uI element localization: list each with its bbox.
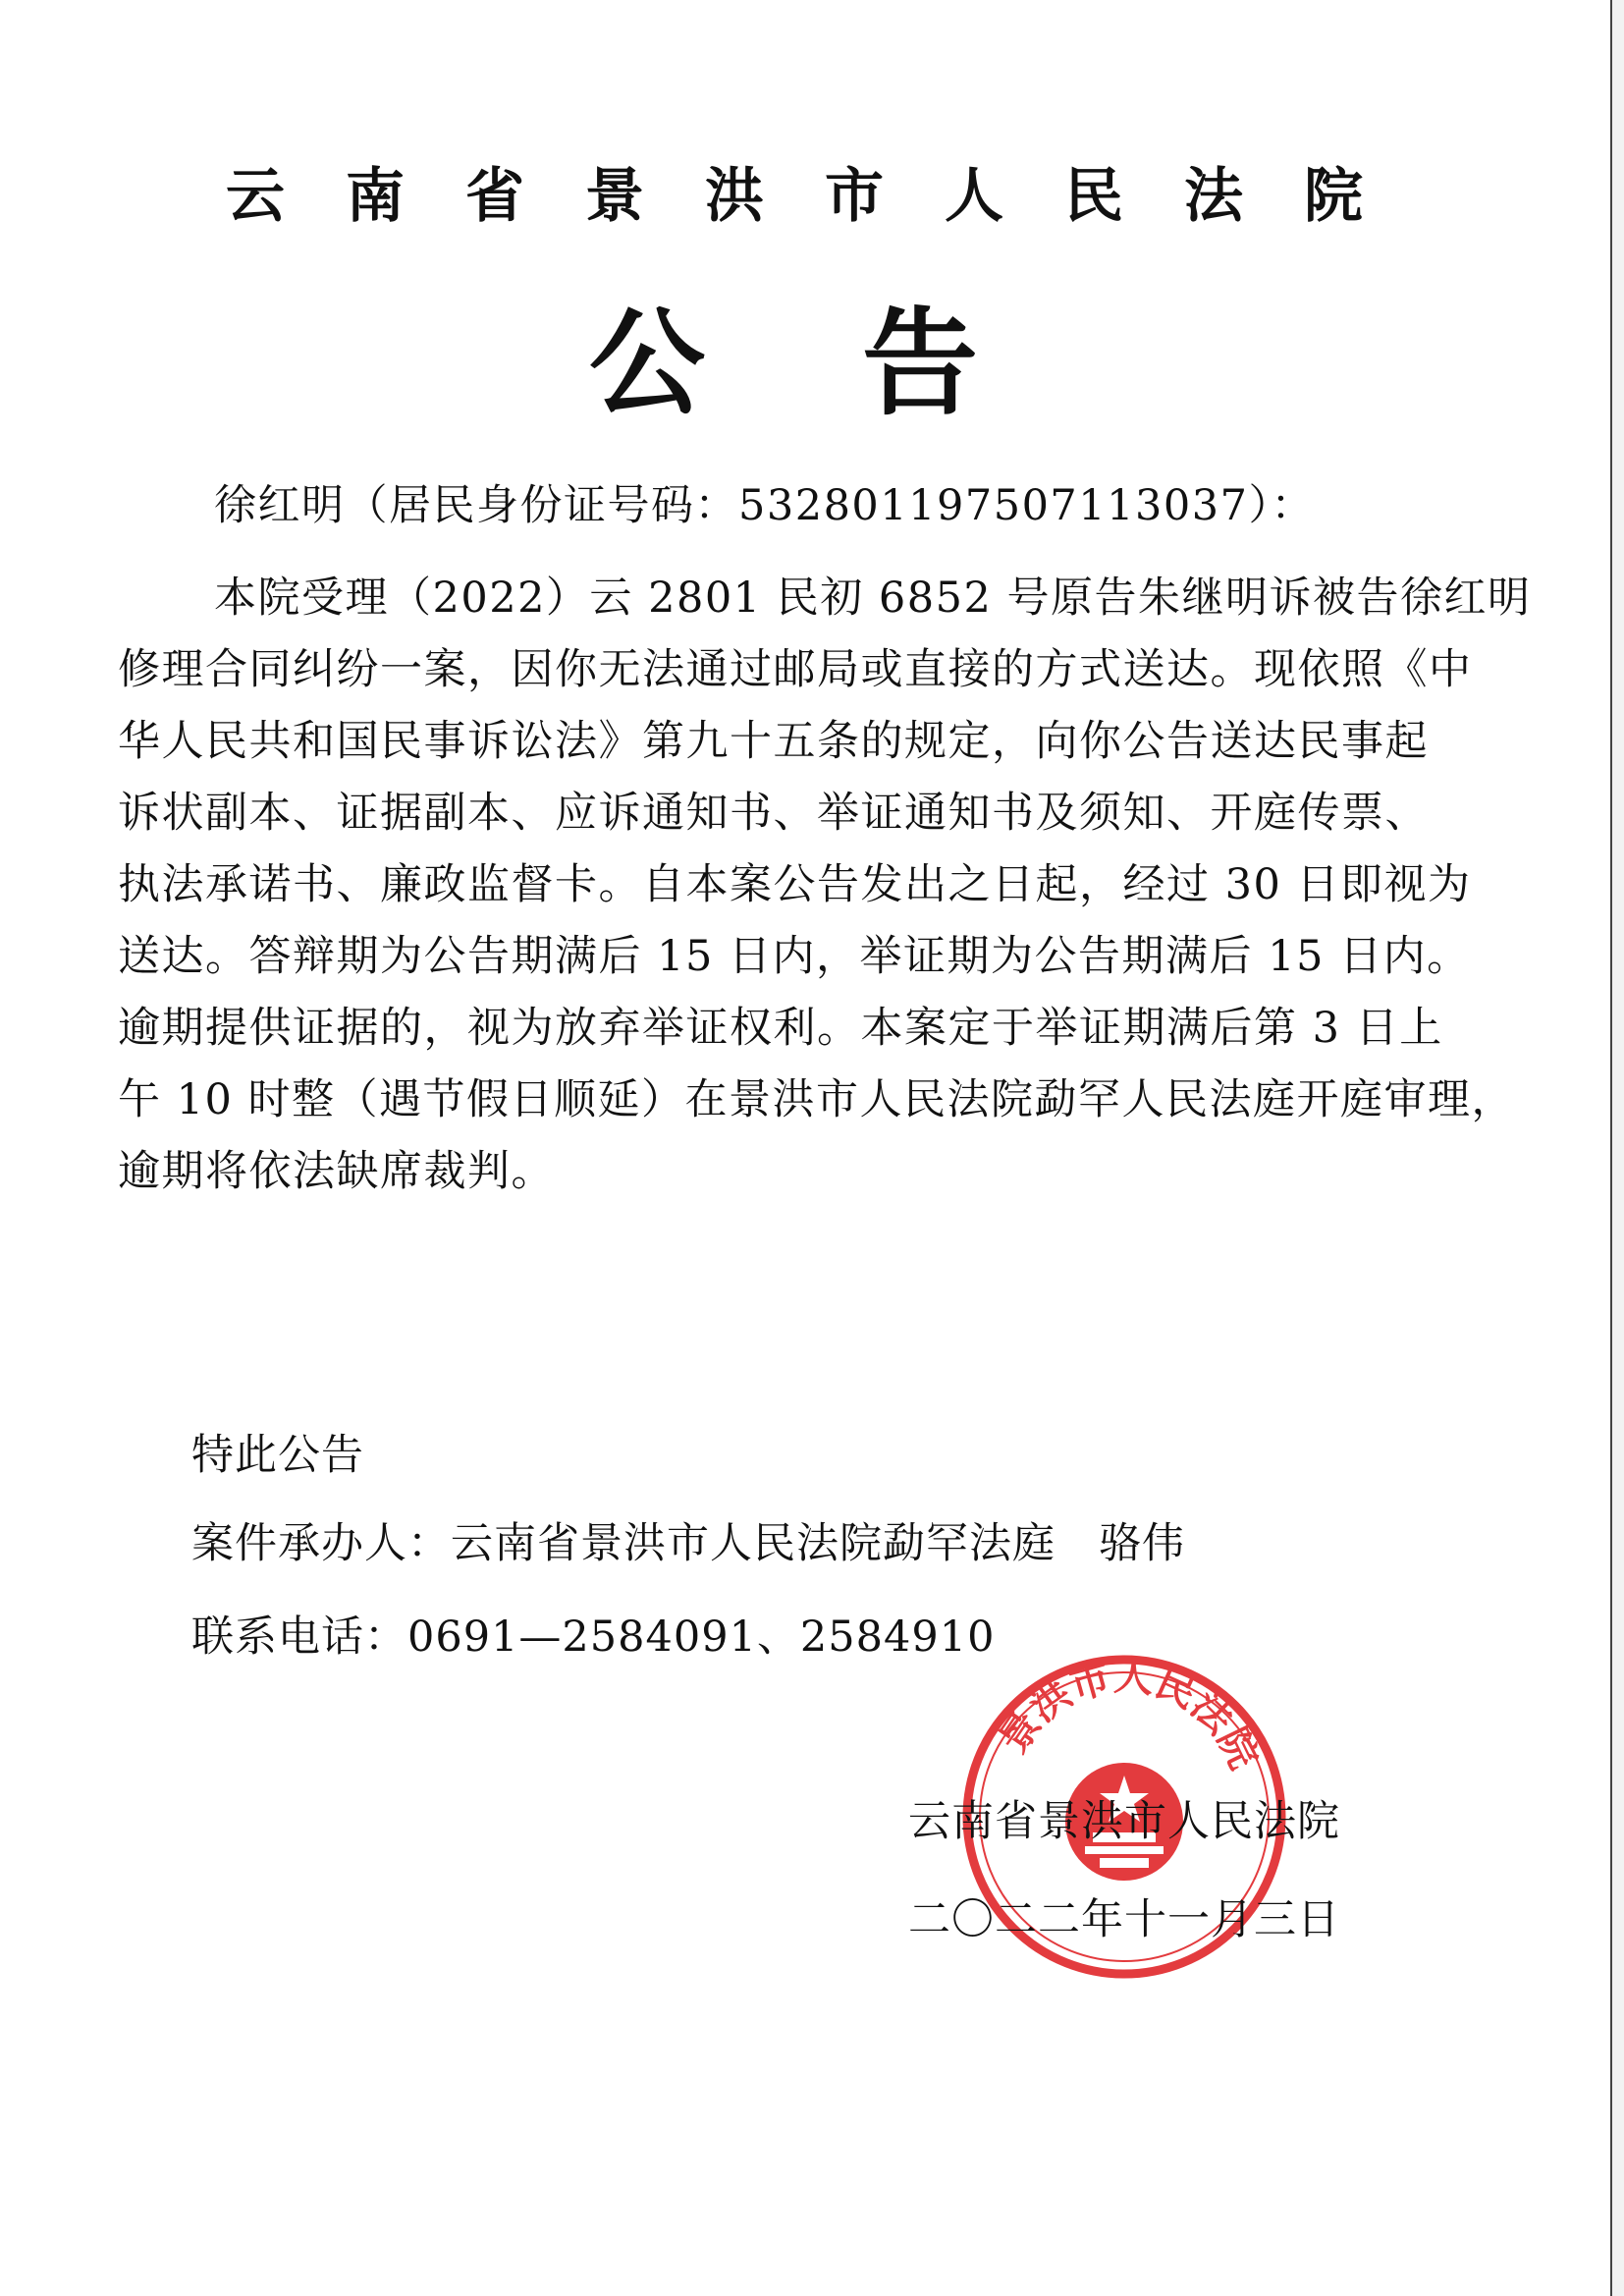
court-name: 云南省景洪市人民法院: [226, 162, 1424, 231]
svg-text:景洪市人民法院: [990, 1653, 1267, 1776]
body-line: 华人民共和国民事诉讼法》第九十五条的规定，向你公告送达民事起: [118, 717, 1429, 766]
closing-text: 特此公告: [191, 1431, 364, 1480]
body-line: 本院受理（2022）云 2801 民初 6852 号原告朱继明诉被告徐红明: [214, 574, 1532, 623]
issuing-court: 云南省景洪市人民法院: [908, 1797, 1340, 1846]
document-title: 公告: [589, 295, 1136, 431]
case-handler: 案件承办人：云南省景洪市人民法院勐罕法庭 骆伟: [191, 1519, 1185, 1568]
seal-text: 景洪市人民法院: [990, 1653, 1268, 1777]
body-line: 送达。答辩期为公告期满后 15 日内，举证期为公告期满后 15 日内。: [118, 932, 1471, 981]
addressee-line: 徐红明（居民身份证号码：532801197507113037）：: [214, 481, 1315, 530]
body-line: 修理合同纠纷一案，因你无法通过邮局或直接的方式送达。现依照《中: [118, 645, 1473, 694]
body-line: 执法承诺书、廉政监督卡。自本案公告发出之日起，经过 30 日即视为: [118, 860, 1472, 909]
issue-date: 二〇二二年十一月三日: [908, 1895, 1340, 1944]
body-line: 诉状副本、证据副本、应诉通知书、举证通知书及须知、开庭传票、: [118, 789, 1429, 838]
contact-phone: 联系电话：0691—2584091、2584910: [191, 1613, 996, 1662]
body-line: 逾期将依法缺席裁判。: [118, 1147, 555, 1196]
body-line: 午 10 时整（遇节假日顺延）在景洪市人民法院勐罕人民法庭开庭审理，: [118, 1075, 1516, 1124]
body-line: 逾期提供证据的，视为放弃举证权利。本案定于举证期满后第 3 日上: [118, 1004, 1443, 1053]
